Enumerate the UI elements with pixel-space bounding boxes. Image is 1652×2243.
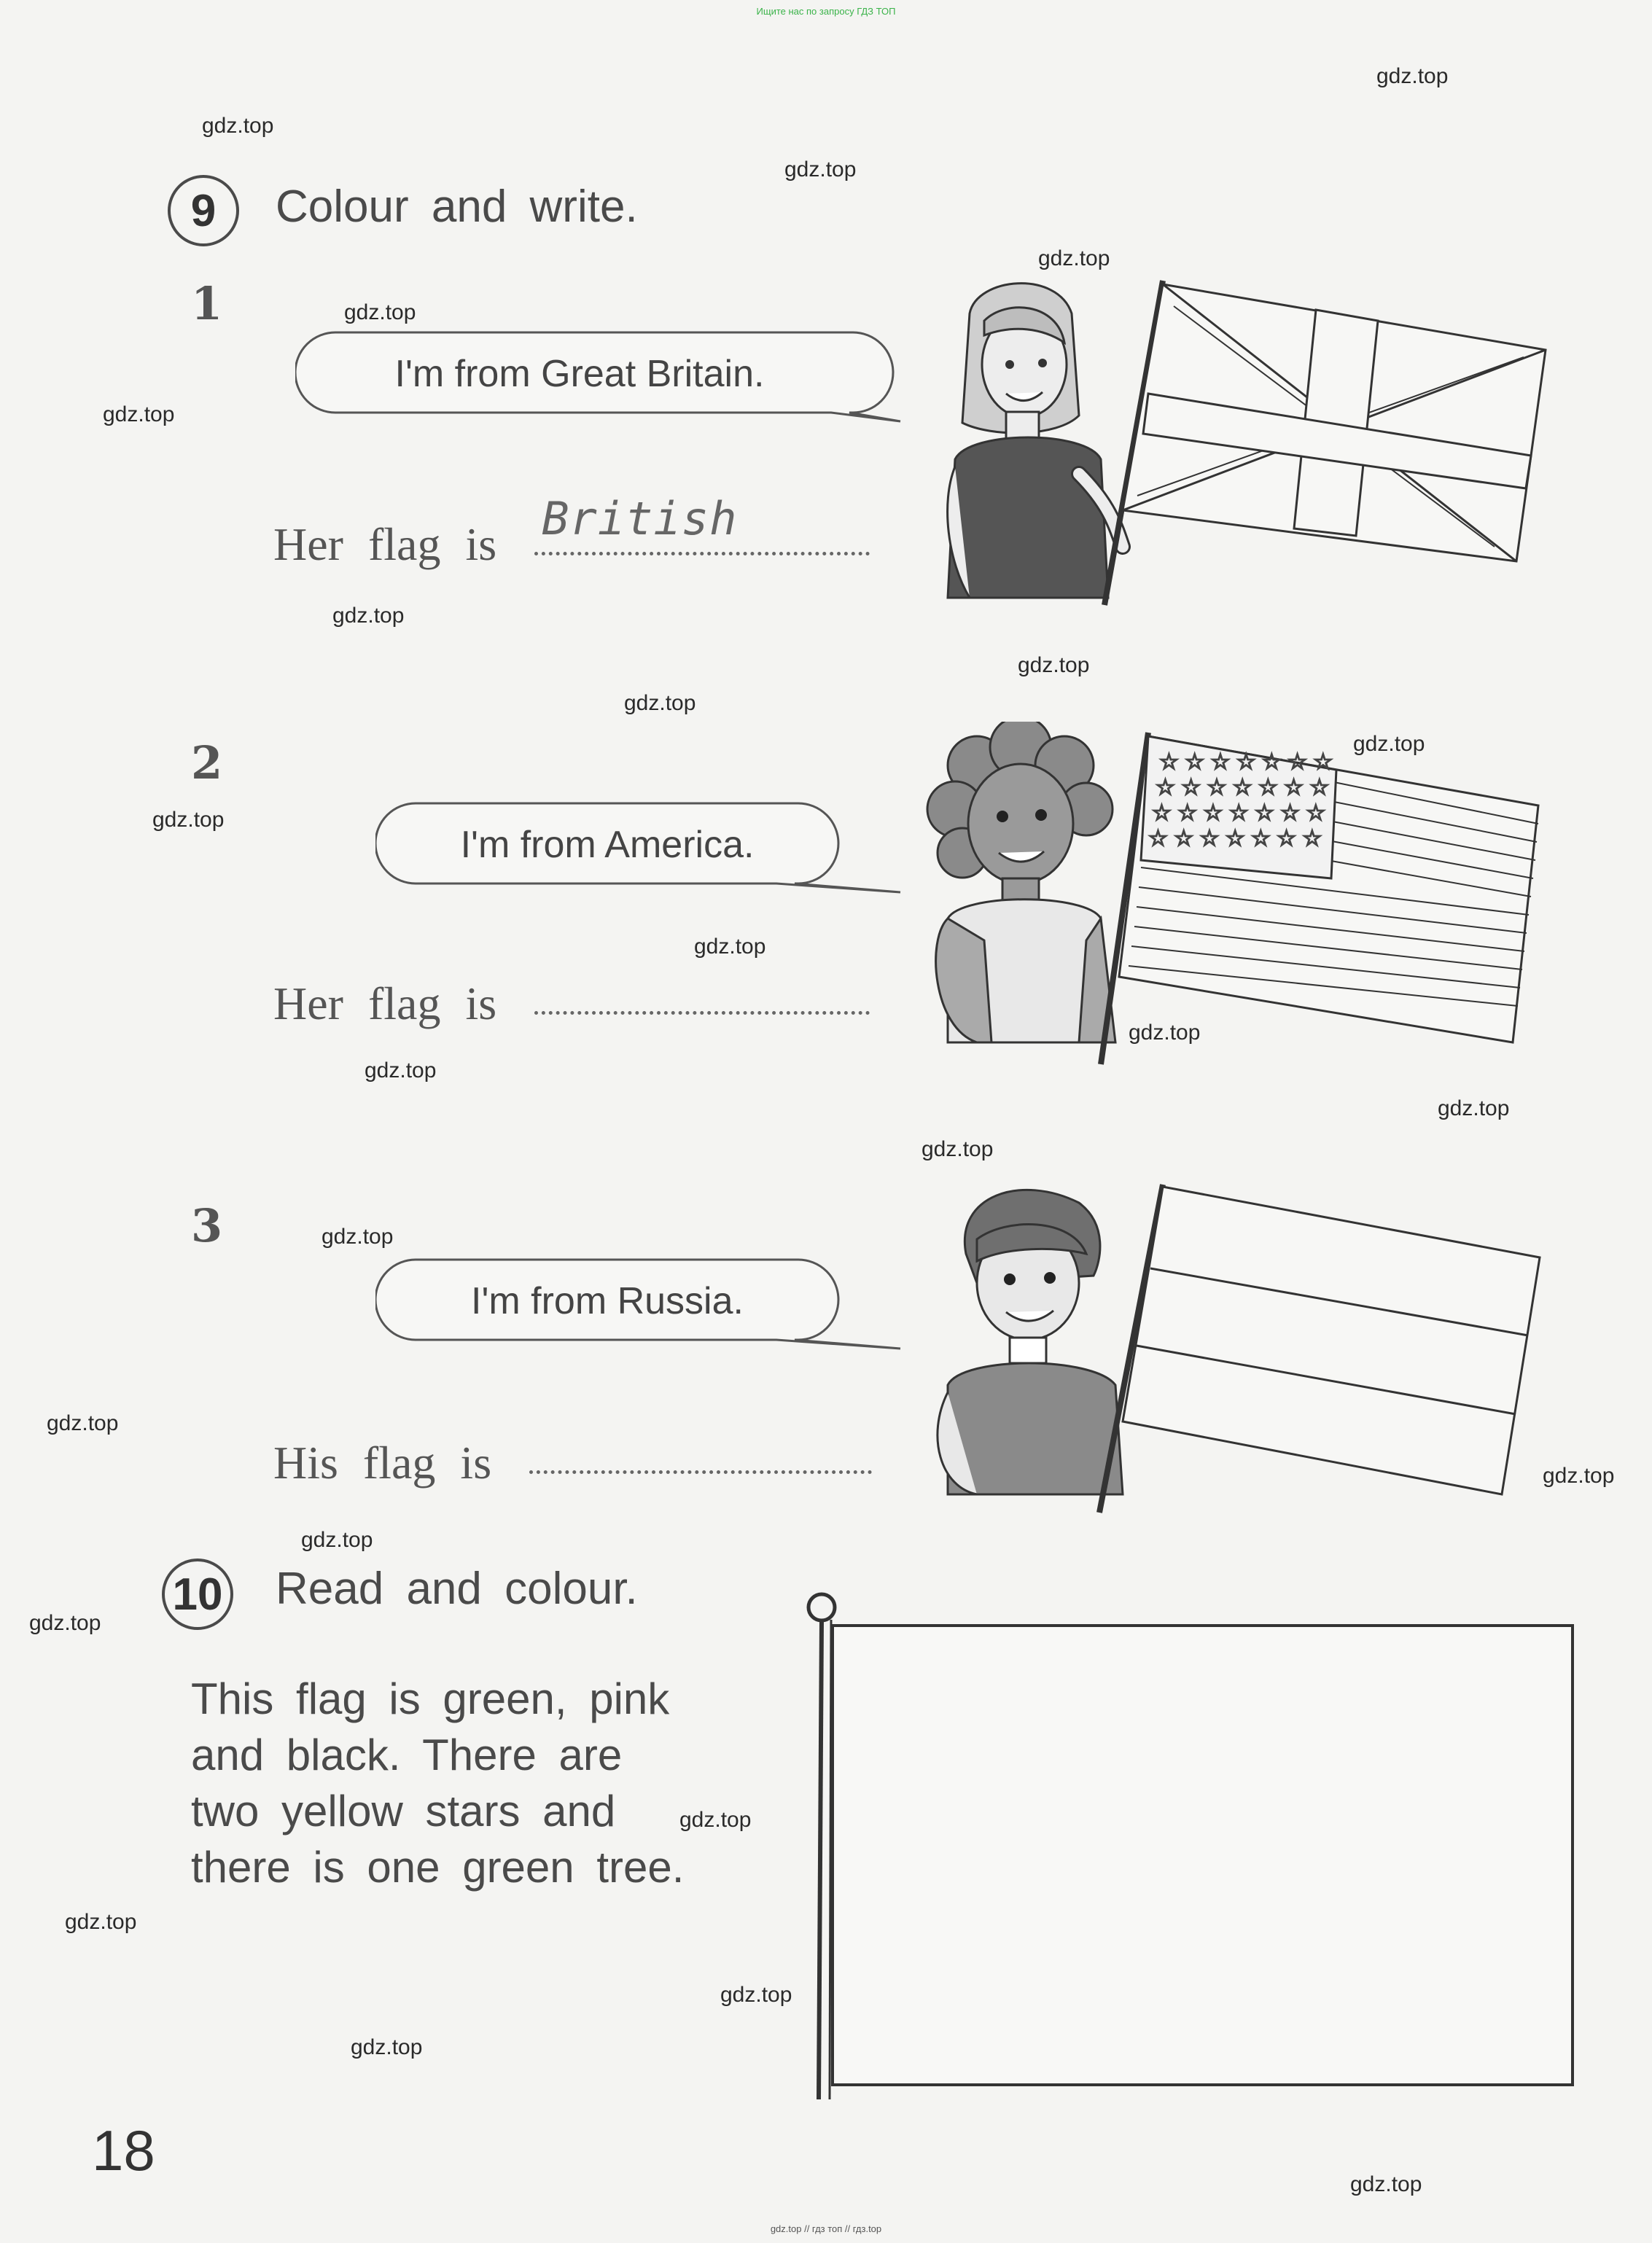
watermark: gdz.top xyxy=(1350,2172,1422,2196)
answer-text-1: British xyxy=(542,492,738,545)
item-number-3: 3 xyxy=(191,1199,223,1252)
text-line: This flag is green, pink xyxy=(191,1674,670,1723)
watermark: gdz.top xyxy=(332,604,405,628)
exercise-10-text xyxy=(191,1671,684,1895)
flag-prompt-2: Her flag is xyxy=(273,978,497,1029)
svg-text:☆ ☆ ☆ ☆ ☆ ☆ ☆: ☆ ☆ ☆ ☆ ☆ ☆ ☆ xyxy=(1148,827,1322,851)
answer-line-3[interactable] xyxy=(529,1470,872,1474)
item-number-1: 1 xyxy=(191,277,223,330)
watermark: gdz.top xyxy=(1018,653,1090,677)
text-line: there is one green tree. xyxy=(191,1843,685,1892)
watermark: gdz.top xyxy=(1438,1096,1510,1120)
svg-text:☆ ☆ ☆ ☆ ☆ ☆ ☆: ☆ ☆ ☆ ☆ ☆ ☆ ☆ xyxy=(1156,776,1330,800)
watermark: gdz.top xyxy=(1038,246,1110,270)
watermark: gdz.top xyxy=(720,1983,792,2007)
svg-text:☆ ☆ ☆ ☆ ☆ ☆ ☆: ☆ ☆ ☆ ☆ ☆ ☆ ☆ xyxy=(1152,801,1326,825)
speech-text-3: I'm from Russia. xyxy=(471,1280,744,1322)
page-number: 18 xyxy=(92,2118,155,2182)
flag-prompt-1: Her flag is xyxy=(273,518,497,570)
watermark: gdz.top xyxy=(1376,64,1449,88)
speech-text-1: I'm from Great Britain. xyxy=(394,353,765,395)
flag-sentence-2 xyxy=(273,977,870,1031)
watermark: gdz.top xyxy=(202,114,274,138)
watermark: gdz.top xyxy=(365,1058,437,1083)
watermark: gdz.top xyxy=(784,157,857,182)
text-line: and black. There are xyxy=(191,1731,623,1779)
watermark: gdz.top xyxy=(679,1808,752,1832)
watermark: gdz.top xyxy=(694,935,766,959)
top-banner: Ищите нас по запросу ГДЗ ТОП xyxy=(756,6,896,17)
blank-flag-to-colour[interactable] xyxy=(802,1589,1582,2114)
watermark: gdz.top xyxy=(103,402,175,426)
watermark: gdz.top xyxy=(65,1910,137,1934)
watermark: gdz.top xyxy=(1129,1021,1201,1045)
flag-prompt-3: His flag is xyxy=(273,1437,492,1489)
watermark: gdz.top xyxy=(29,1611,101,1635)
svg-text:☆ ☆ ☆ ☆ ☆ ☆ ☆: ☆ ☆ ☆ ☆ ☆ ☆ ☆ xyxy=(1159,750,1333,774)
watermark: gdz.top xyxy=(47,1411,119,1435)
bottom-banner: gdz.top // гдз топ // гдз.top xyxy=(770,2223,882,2234)
watermark: gdz.top xyxy=(152,808,225,832)
speech-bubble-2 xyxy=(375,799,915,901)
answer-line-2[interactable] xyxy=(534,1011,870,1015)
speech-bubble-3 xyxy=(375,1255,915,1357)
speech-text-2: I'm from America. xyxy=(460,824,755,866)
watermark: gdz.top xyxy=(922,1137,994,1161)
watermark: gdz.top xyxy=(322,1225,394,1249)
watermark: gdz.top xyxy=(344,300,416,324)
flag-sentence-1 xyxy=(273,492,870,572)
watermark: gdz.top xyxy=(301,1528,373,1552)
speech-bubble-1 xyxy=(295,328,908,430)
item-number-2: 2 xyxy=(191,736,223,789)
watermark: gdz.top xyxy=(1353,732,1425,756)
flag-sentence-3 xyxy=(273,1436,872,1490)
exercise-number-9: 9 xyxy=(168,175,239,246)
exercise-10-title: Read and colour. xyxy=(276,1564,638,1614)
exercise-number-10: 10 xyxy=(162,1559,233,1630)
watermark: gdz.top xyxy=(351,2035,423,2059)
girl-with-american-flag-illustration xyxy=(897,722,1553,1072)
boy-with-russian-flag-illustration xyxy=(911,1174,1553,1516)
watermark: gdz.top xyxy=(624,691,696,715)
answer-line-1[interactable] xyxy=(534,492,870,555)
exercise-9-title: Colour and write. xyxy=(276,182,638,232)
watermark: gdz.top xyxy=(1543,1464,1615,1488)
text-line: two yellow stars and xyxy=(191,1787,616,1836)
girl-with-british-flag-illustration xyxy=(911,270,1553,612)
